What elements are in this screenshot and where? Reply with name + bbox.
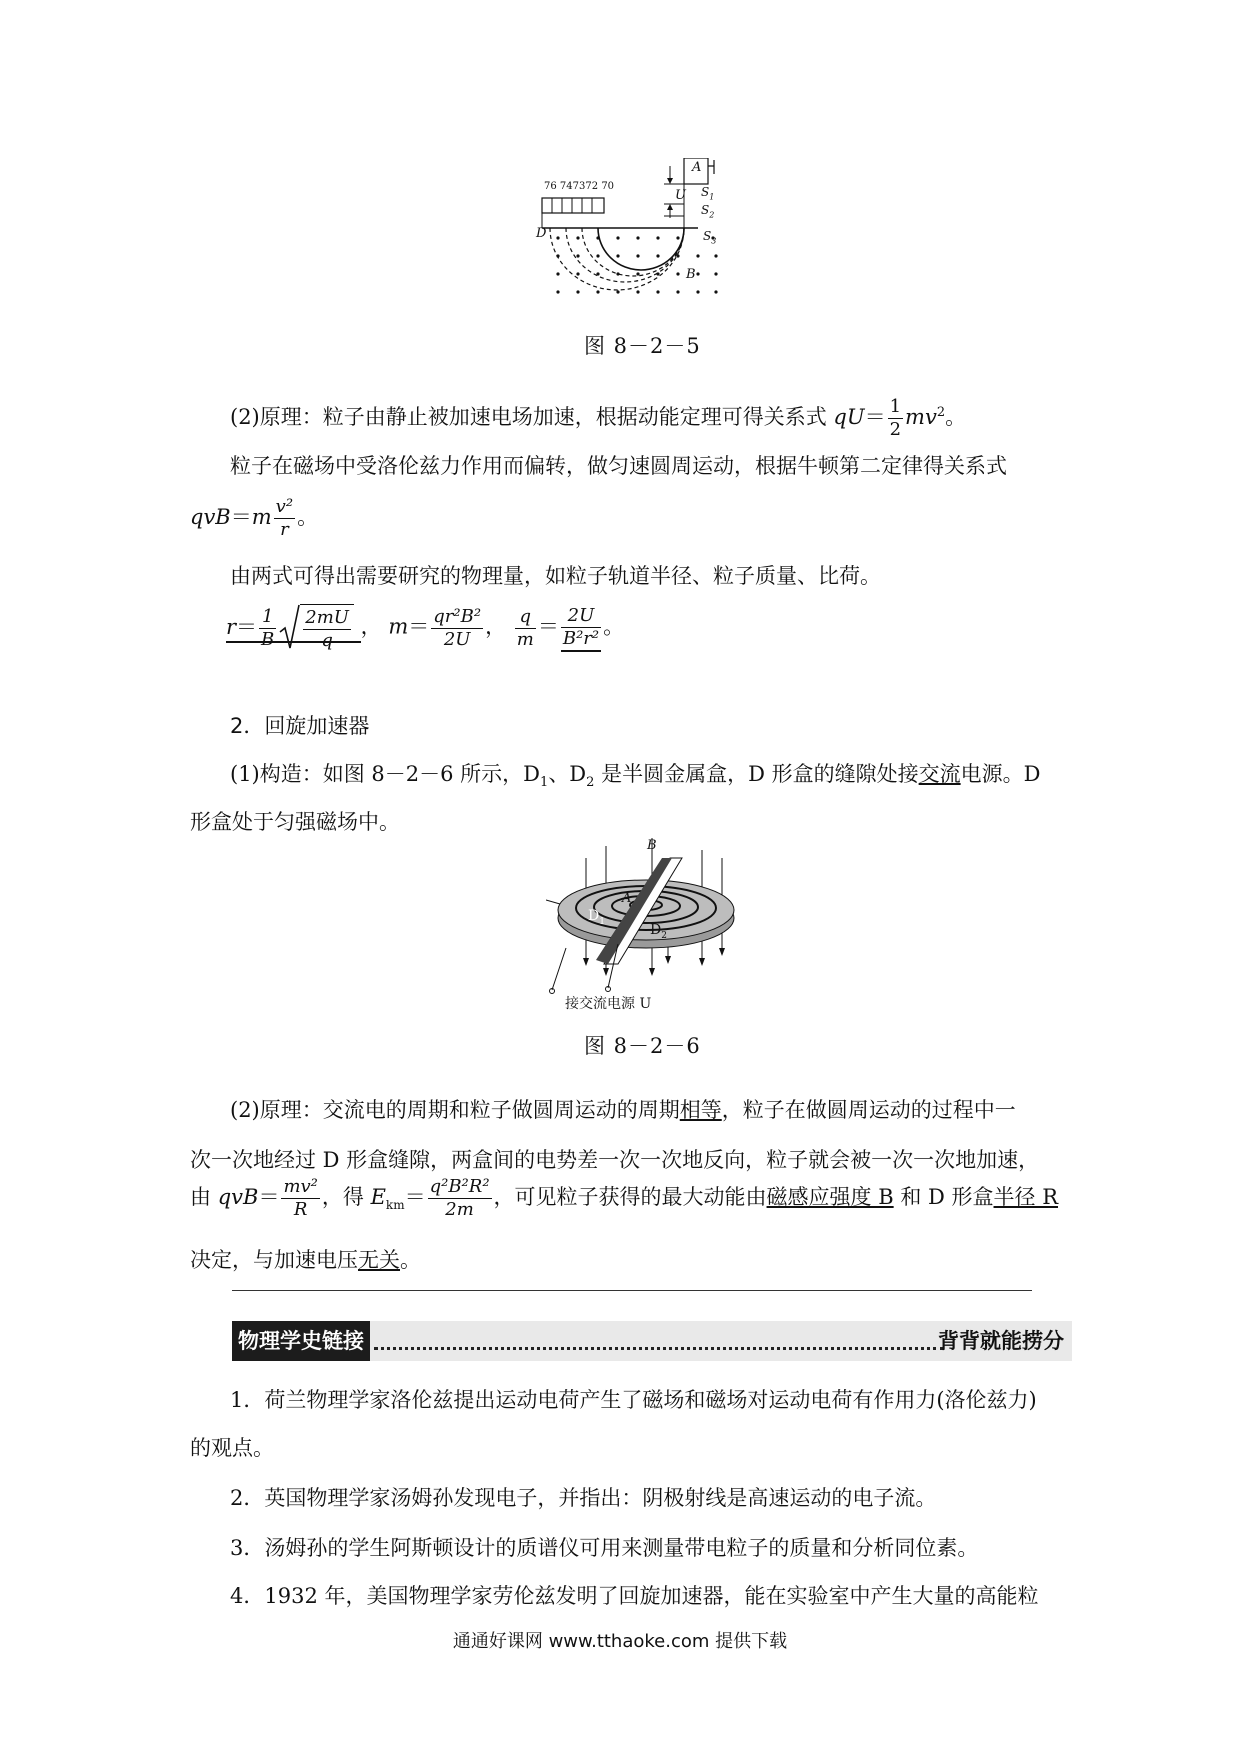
magnetic-field-dots [556,236,717,293]
label-u: U [675,188,686,203]
principle2-line4: 决定，与加速电压无关。 [190,1248,421,1272]
history-section-bar [232,1321,1072,1361]
scale-labels: 76 747372 70 [544,181,615,192]
label-ac-source: 接交流电源 U [565,996,652,1012]
label-b: B [686,267,696,282]
history-bar-tagline: 背背就能捞分 [938,1329,1064,1353]
label-d: D [536,226,547,241]
history-item-2: 2．英国物理学家汤姆孙发现电子，并指出：阴极射线是高速运动的电子流。 [230,1486,937,1510]
label-a-cyclotron: A [622,891,632,906]
cyclotron-structure-line2: 形盒处于匀强磁场中。 [190,810,400,834]
section-divider [232,1290,1032,1291]
principle2-line1: (2)原理：交流电的周期和粒子做圆周运动的周期相等，粒子在做圆周运动的过程中一 [230,1098,1016,1122]
page-footer: 通通好课网 www.tthaoke.com 提供下载 [452,1631,788,1652]
principle2-line3: 由 qvB＝ $\frac{\text{mv²}}{R}$ ，得 $E_{km}=$ $\frac{\text{q²B²R²}}{2m}$ ，可见粒子获得的最大动能由磁感应强度 B 和 D 形盒半径 R [190,1176,1059,1220]
cyclotron-heading: 2．回旋加速器 [230,714,370,738]
history-item-1-line1: 1．荷兰物理学家洛伦兹提出运动电荷产生了磁场和磁场对运动电荷有作用力(洛伦兹力) [230,1388,1037,1412]
label-s2: $S_2$ [701,203,715,220]
history-item-1-line2: 的观点。 [190,1436,274,1460]
label-s3: $S_3$ [703,229,717,246]
cyclotron-structure-line1: (1)构造：如图 8－2－6 所示，$D_1$、$D_2$ 是半圆金属盒，D 形盒的缝隙处接交流电源。D [230,762,1041,791]
principle1-line4: 由两式可得出需要研究的物理量，如粒子轨道半径、粒子质量、比荷。 [230,564,881,588]
figure-caption-8-2-6: 图 8－2－6 [584,1034,701,1058]
history-bar-title: 物理学史链接 [232,1321,370,1361]
history-bar-dots [374,1347,944,1350]
principle1-line1: (2)原理：粒子由静止被加速电场加速，根据动能定理可得关系式 qU＝ $\frac{1}{2}$ $mv^2$。 [230,396,967,440]
history-item-3: 3．汤姆孙的学生阿斯顿设计的质谱仪可用来测量带电粒子的质量和分析同位素。 [230,1536,979,1560]
cyclotron-diagram [546,838,736,1008]
label-s1: $S_1$ [701,185,715,202]
label-d2: $D_2$ [650,922,667,941]
figure-caption-8-2-5: 图 8－2－5 [584,334,701,358]
principle2-line2: 次一次地经过 D 形盒缝隙，两盒间的电势差一次一次地反向，粒子就会被一次一次地加速， [190,1148,1040,1172]
label-b-cyclotron: B [647,838,657,853]
label-a: A [692,160,702,175]
principle1-line2: 粒子在磁场中受洛伦兹力作用而偏转，做匀速圆周运动，根据牛顿第二定律得关系式 [230,454,1007,478]
principle1-line3: qvB＝m $\frac{\text{v²}}{r}$ 。 [190,496,319,540]
history-item-4: 4．1932 年，美国物理学家劳伦兹发明了回旋加速器，能在实验室中产生大量的高能粒 [230,1584,1039,1608]
principle1-formulas: r＝ $\frac{1}{B}$ $\frac{2mU}{q}$ ， m＝ $\frac{\text{qr²B²}}{2U}$ ， $\frac{q}{m}$ ＝ $\frac{2U}{\text{B²r²}}$ 。 [226,604,625,651]
label-d1: $D_1$ [588,908,605,927]
